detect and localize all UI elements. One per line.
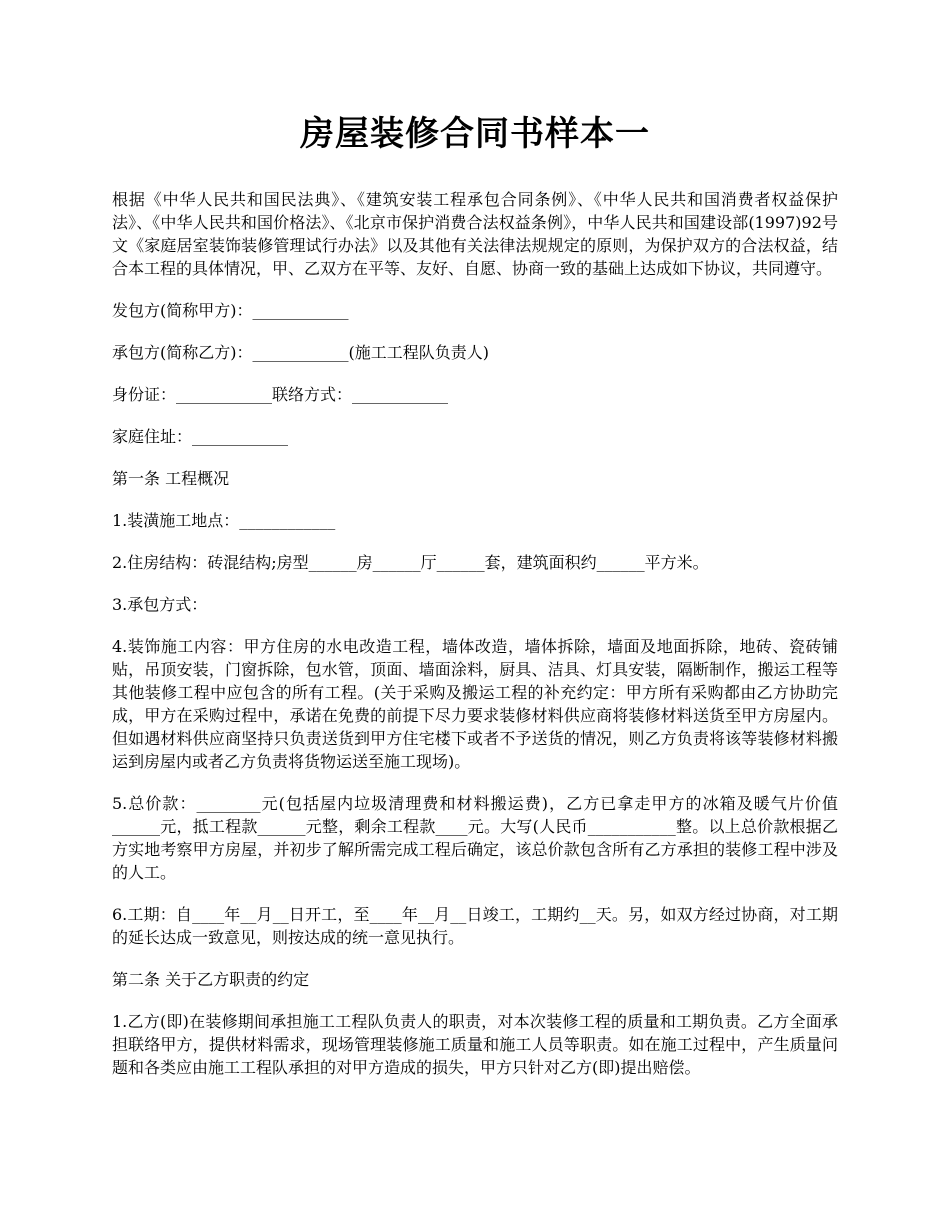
article-1-heading: 第一条 工程概况 (112, 469, 230, 488)
address-line: 家庭住址：____________ (112, 427, 289, 446)
document-title: 房屋装修合同书样本一 (300, 114, 650, 154)
id-contact-line: 身份证：____________联络方式：____________ (112, 385, 449, 404)
clause-1-1: 1.装潢施工地点：____________ (112, 511, 336, 530)
clause-1-6: 6.工期：自____年__月__日开工，至____年__月__日竣工，工期约__天。另，如双方经过协商，对工期的延长达成一致意见，则按达成的统一意见执行。 (112, 905, 838, 947)
article-2-heading: 第二条 关于乙方职责的约定 (112, 970, 310, 989)
clause-2-1: 1.乙方(即)在装修期间承担施工工程队负责人的职责，对本次装修工程的质量和工期负责。乙方全面承担联络甲方，提供材料需求，现场管理装修施工质量和施工人员等职责。如在施工过程中，产生质量问题和各类应由施工工程队承担的对甲方造成的损失，甲方只针对乙方(即)提出赔偿。 (112, 1012, 838, 1077)
clause-1-4: 4.装饰施工内容：甲方住房的水电改造工程，墙体改造，墙体拆除，墙面及地面拆除，地砖、瓷砖铺贴，吊顶安装，门窗拆除，包水管，顶面、墙面涂料，厨具、洁具、灯具安装，隔断制作，搬运工程等其他装修工程中应包含的所有工程。(关于采购及搬运工程的补充约定：甲方所有采购都由乙方协助完成，甲方在采购过程中，承诺在免费的前提下尽力要求装修材料供应商将装修材料送货至甲方房屋内。但如遇材料供应商坚持只负责送货到甲方住宅楼下或者不予送货的情况，则乙方负责将该等装修材料搬运到房屋内或者乙方负责将货物运送至施工现场)。 (112, 637, 838, 771)
party-a-line: 发包方(简称甲方)：____________ (112, 301, 349, 320)
clause-1-2: 2.住房结构：砖混结构;房型______房______厅______套，建筑面积约______平方米。 (112, 553, 709, 572)
clause-1-3: 3.承包方式： (112, 595, 208, 614)
party-b-line: 承包方(简称乙方)：____________(施工工程队负责人) (112, 343, 489, 362)
preamble-paragraph: 根据《中华人民共和国民法典》、《建筑安装工程承包合同条例》、《中华人民共和国消费者权益保护法》、《中华人民共和国价格法》、《北京市保护消费合法权益条例》，中华人民共和国建设部(1997)92号文《家庭居室装饰装修管理试行办法》以及其他有关法律法规规定的原则，为保护双方的合法权益，结合本工程的具体情况，甲、乙双方在平等、友好、自愿、协商一致的基础上达成如下协议，共同遵守。 (112, 190, 838, 278)
clause-1-5: 5.总价款：________元(包括屋内垃圾清理费和材料搬运费)，乙方已拿走甲方的冰箱及暖气片价值______元，抵工程款______元整，剩余工程款____元。大写(人民币___________整。以上总价款根据乙方实地考察甲方房屋，并初步了解所需完成工程后确定，该总价款包含所有乙方承担的装修工程中涉及的人工。 (112, 794, 838, 882)
